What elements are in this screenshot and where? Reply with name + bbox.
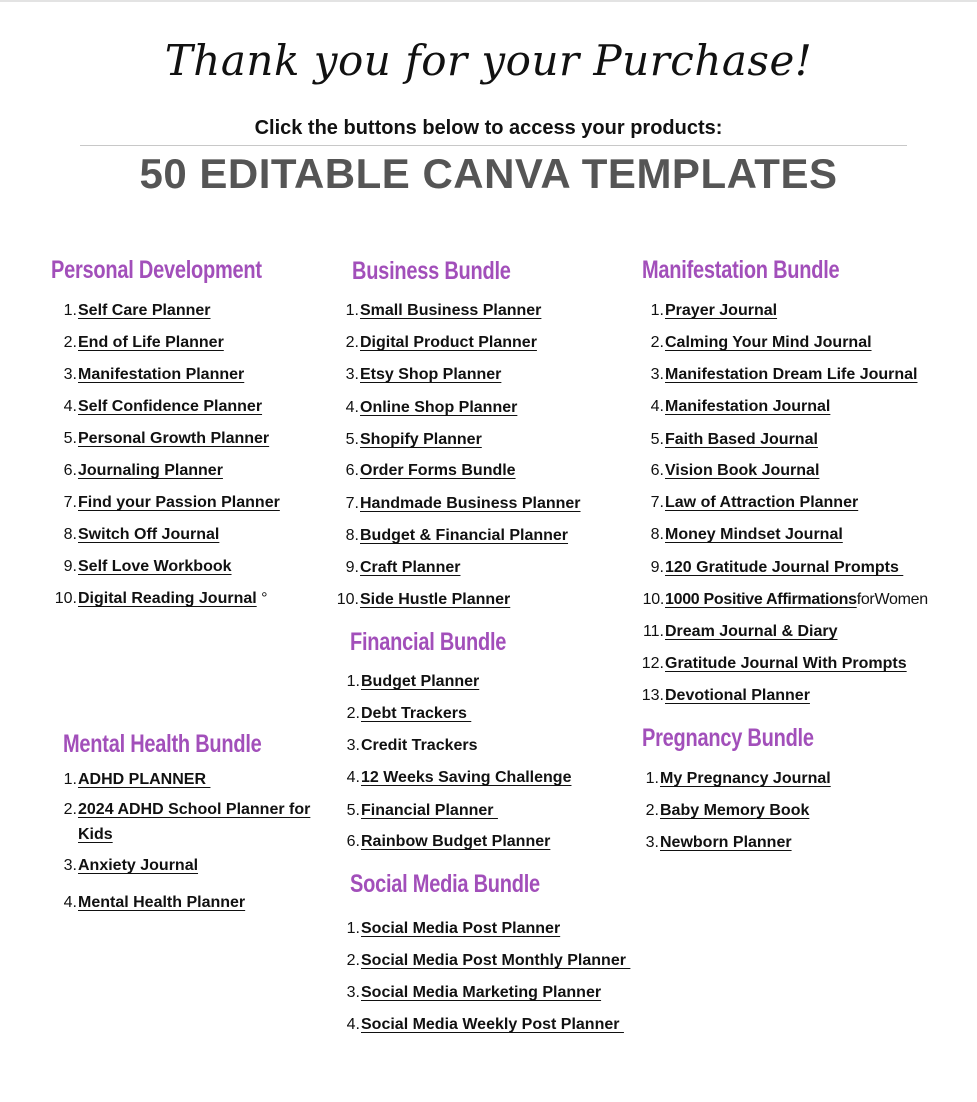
product-link[interactable]: Self Confidence Planner bbox=[78, 398, 263, 415]
product-link[interactable]: Mental Health Planner bbox=[78, 894, 246, 911]
item-number: 6. bbox=[63, 462, 77, 479]
item-number: 1. bbox=[345, 302, 359, 319]
item-number: 3. bbox=[345, 366, 359, 383]
list-item-craft-planner bbox=[345, 558, 461, 578]
list-item-money-mindset-journal bbox=[650, 525, 843, 545]
product-link[interactable]: Financial Planner bbox=[361, 802, 498, 819]
list-item-digital-product-planner bbox=[345, 333, 537, 353]
list-item-dream-journal-diary bbox=[642, 622, 838, 642]
item-number: 4. bbox=[346, 769, 360, 786]
product-link[interactable]: Social Media Weekly Post Planner bbox=[361, 1016, 624, 1033]
list-item-budget-planner bbox=[346, 672, 480, 692]
list-item-social-media-post-monthly-planner bbox=[346, 951, 631, 971]
item-number: 3. bbox=[645, 834, 659, 851]
product-link[interactable]: Side Hustle Planner bbox=[360, 591, 511, 608]
product-link[interactable]: ADHD PLANNER bbox=[78, 771, 211, 788]
section-heading-personal-development: Personal Development bbox=[51, 256, 262, 284]
list-item-baby-memory-book bbox=[645, 801, 810, 821]
product-link[interactable]: Self Love Workbook bbox=[78, 558, 232, 575]
product-link[interactable]: Manifestation Dream Life Journal bbox=[665, 366, 918, 383]
item-number: 4. bbox=[63, 398, 77, 415]
item-number: 4. bbox=[63, 894, 77, 911]
item-number: 2. bbox=[650, 334, 664, 351]
item-number: 5. bbox=[345, 431, 359, 448]
product-link[interactable]: Handmade Business Planner bbox=[360, 495, 581, 512]
thank-you-heading: Thank you for your Purchase! bbox=[164, 36, 813, 85]
top-border bbox=[0, 0, 977, 2]
product-link[interactable]: Etsy Shop Planner bbox=[360, 366, 502, 383]
section-heading-financial-bundle: Financial Bundle bbox=[350, 628, 507, 656]
product-link[interactable]: Money Mindset Journal bbox=[665, 526, 843, 543]
divider bbox=[80, 145, 907, 146]
product-link[interactable]: Baby Memory Book bbox=[660, 802, 810, 819]
list-item-small-business-planner bbox=[345, 301, 542, 321]
product-link[interactable]: Online Shop Planner bbox=[360, 399, 518, 416]
product-link[interactable]: Social Media Post Planner bbox=[361, 920, 561, 937]
item-number: 8. bbox=[345, 527, 359, 544]
product-link[interactable]: Dream Journal & Diary bbox=[665, 623, 838, 640]
item-number: 5. bbox=[650, 431, 664, 448]
item-number: 5. bbox=[346, 802, 360, 819]
list-item-budget-financial-planner bbox=[345, 526, 569, 546]
product-link[interactable]: Devotional Planner bbox=[665, 687, 810, 704]
product-link[interactable]: Calming Your Mind Journal bbox=[665, 334, 872, 351]
item-number: 2. bbox=[345, 334, 359, 351]
item-number: 6. bbox=[345, 462, 359, 479]
item-number: 1. bbox=[645, 770, 659, 787]
page-title: 50 EDITABLE CANVA TEMPLATES bbox=[139, 150, 838, 197]
product-link[interactable]: Order Forms Bundle bbox=[360, 462, 516, 479]
item-number: 11. bbox=[642, 623, 664, 640]
list-item-self-confidence-planner bbox=[63, 397, 263, 417]
list-item-mental-health-planner bbox=[63, 893, 246, 913]
product-link[interactable]: Manifestation Journal bbox=[665, 398, 831, 415]
list-item-online-shop-planner bbox=[345, 398, 518, 418]
section-heading-business-bundle: Business Bundle bbox=[352, 257, 511, 285]
item-number: 2. bbox=[63, 334, 77, 351]
list-item-social-media-weekly-post-planner bbox=[346, 1015, 624, 1035]
item-number: 2. bbox=[63, 801, 77, 818]
product-link[interactable]: Digital Product Planner bbox=[360, 334, 537, 351]
list-item-social-media-post-planner bbox=[346, 919, 561, 939]
list-item-manifestation-dream-life-journal bbox=[650, 365, 918, 385]
item-number: 9. bbox=[63, 558, 77, 575]
product-link[interactable]: Journaling Planner bbox=[78, 462, 223, 479]
product-link[interactable]: Social Media Post Monthly Planner bbox=[361, 952, 631, 969]
product-link[interactable]: End of Life Planner bbox=[78, 334, 224, 351]
list-item-digital-reading-journal bbox=[54, 589, 268, 609]
product-link[interactable]: Manifestation Planner bbox=[78, 366, 245, 383]
item-number: 1. bbox=[346, 920, 360, 937]
list-item-my-pregnancy-journal bbox=[645, 769, 831, 789]
item-number: 3. bbox=[63, 366, 77, 383]
instructions-text: Click the buttons below to access your products: bbox=[254, 117, 723, 139]
product-link[interactable]: Personal Growth Planner bbox=[78, 430, 270, 447]
list-item-etsy-shop-planner bbox=[345, 365, 502, 385]
list-item-self-care-planner bbox=[63, 301, 211, 321]
product-label: Credit Trackers bbox=[361, 737, 478, 754]
item-number: 1. bbox=[650, 302, 664, 319]
list-item-faith-based-journal bbox=[650, 430, 818, 450]
item-number: 3. bbox=[346, 984, 360, 1001]
item-number: 12. bbox=[641, 655, 664, 672]
list-item-personal-growth-planner bbox=[63, 429, 270, 449]
item-number: 2. bbox=[346, 952, 360, 969]
item-number: 4. bbox=[346, 1016, 360, 1033]
list-item-switch-off-journal bbox=[63, 525, 220, 545]
product-link[interactable]: Shopify Planner bbox=[360, 431, 482, 448]
product-link[interactable]: Find your Passion Planner bbox=[78, 494, 280, 511]
item-number: 1. bbox=[63, 302, 77, 319]
list-item-devotional-planner bbox=[641, 686, 810, 706]
item-number: 8. bbox=[650, 526, 664, 543]
item-number: 3. bbox=[63, 857, 77, 874]
list-item-social-media-marketing-planner bbox=[346, 983, 602, 1003]
item-number: 5. bbox=[63, 430, 77, 447]
list-item-journaling-planner bbox=[63, 461, 223, 481]
list-item-shopify-planner bbox=[345, 430, 482, 450]
item-number: 6. bbox=[346, 833, 360, 850]
product-link[interactable]: Budget & Financial Planner bbox=[360, 527, 569, 544]
list-item-self-love-workbook bbox=[63, 557, 232, 577]
product-link[interactable]: Rainbow Budget Planner bbox=[361, 833, 551, 850]
product-link[interactable]: Small Business Planner bbox=[360, 302, 542, 319]
section-heading-pregnancy-bundle: Pregnancy Bundle bbox=[642, 724, 814, 752]
product-link[interactable]: Digital Reading Journal bbox=[78, 590, 257, 607]
list-item-side-hustle-planner bbox=[336, 590, 511, 610]
list-item-vision-book-journal bbox=[650, 461, 820, 481]
item-number: 9. bbox=[345, 559, 359, 576]
list-item-debt-trackers bbox=[346, 704, 472, 724]
product-link[interactable]: Newborn Planner bbox=[660, 834, 792, 851]
item-number: 7. bbox=[63, 494, 77, 511]
list-item-12-weeks-saving-challenge bbox=[346, 768, 572, 788]
item-number: 1. bbox=[63, 771, 77, 788]
item-number: 10. bbox=[642, 591, 664, 608]
item-number: 4. bbox=[650, 398, 664, 415]
item-number: 10. bbox=[336, 591, 359, 608]
list-item-rainbow-budget-planner bbox=[346, 832, 551, 852]
list-item-order-forms-bundle bbox=[345, 461, 516, 481]
item-number: 13. bbox=[641, 687, 664, 704]
product-link[interactable]: Law of Attraction Planner bbox=[665, 494, 859, 511]
product-link[interactable]: 1000 Positive Affirmations bbox=[665, 591, 857, 608]
list-item-prayer-journal bbox=[650, 301, 778, 321]
product-link[interactable]: Gratitude Journal With Prompts bbox=[665, 655, 907, 672]
item-number: 9. bbox=[650, 559, 664, 576]
list-item-calming-your-mind-journal bbox=[650, 333, 872, 353]
list-item-manifestation-journal bbox=[650, 397, 831, 417]
product-link[interactable]: My Pregnancy Journal bbox=[660, 770, 831, 787]
list-item-financial-planner bbox=[346, 801, 498, 821]
list-item-gratitude-journal-prompts bbox=[650, 558, 904, 578]
list-item-find-your-passion-planner bbox=[63, 493, 280, 513]
product-link[interactable]: Anxiety Journal bbox=[78, 857, 199, 874]
list-item-gratitude-journal-with-prompts bbox=[641, 654, 907, 674]
item-number: 8. bbox=[63, 526, 77, 543]
product-link[interactable]: 2024 ADHD School Planner for Kids bbox=[78, 801, 311, 843]
product-link[interactable]: Faith Based Journal bbox=[665, 431, 818, 448]
item-number: 7. bbox=[650, 494, 664, 511]
list-item-end-of-life-planner bbox=[63, 333, 224, 353]
item-number: 7. bbox=[345, 495, 359, 512]
section-heading-mental-health-bundle: Mental Health Bundle bbox=[63, 730, 262, 758]
product-link[interactable]: Vision Book Journal bbox=[665, 462, 820, 479]
product-link[interactable]: Switch Off Journal bbox=[78, 526, 220, 543]
item-number: 3. bbox=[650, 366, 664, 383]
list-item-handmade-business-planner bbox=[345, 494, 581, 514]
item-number: 10. bbox=[54, 590, 77, 607]
product-link[interactable]: Debt Trackers bbox=[361, 705, 472, 722]
product-link[interactable]: Budget Planner bbox=[361, 673, 480, 690]
list-item-law-of-attraction-planner bbox=[650, 493, 859, 513]
item-number: 4. bbox=[345, 399, 359, 416]
list-item-adhd-school-planner bbox=[63, 797, 313, 847]
section-heading-manifestation-bundle: Manifestation Bundle bbox=[642, 256, 840, 284]
product-link[interactable]: 12 Weeks Saving Challenge bbox=[361, 769, 572, 786]
list-item-anxiety-journal bbox=[63, 856, 199, 876]
list-item-credit-trackers bbox=[346, 736, 478, 756]
item-number: 2. bbox=[346, 705, 360, 722]
list-item-newborn-planner bbox=[645, 833, 792, 853]
item-number: 1. bbox=[346, 673, 360, 690]
item-suffix: forWomen bbox=[856, 591, 928, 608]
list-item-adhd-planner bbox=[63, 770, 211, 790]
item-number: 2. bbox=[645, 802, 659, 819]
list-item-manifestation-planner bbox=[63, 365, 245, 385]
item-number: 3. bbox=[346, 737, 360, 754]
list-item-positive-affirmations bbox=[642, 590, 928, 610]
product-link[interactable]: Prayer Journal bbox=[665, 302, 778, 319]
product-link[interactable]: Craft Planner bbox=[360, 559, 461, 576]
section-heading-social-media-bundle: Social Media Bundle bbox=[350, 870, 540, 898]
item-number: 6. bbox=[650, 462, 664, 479]
product-link[interactable]: Self Care Planner bbox=[78, 302, 211, 319]
product-link[interactable]: 120 Gratitude Journal Prompts bbox=[665, 559, 904, 576]
product-link[interactable]: Social Media Marketing Planner bbox=[361, 984, 602, 1001]
item-suffix: ° bbox=[256, 590, 268, 607]
